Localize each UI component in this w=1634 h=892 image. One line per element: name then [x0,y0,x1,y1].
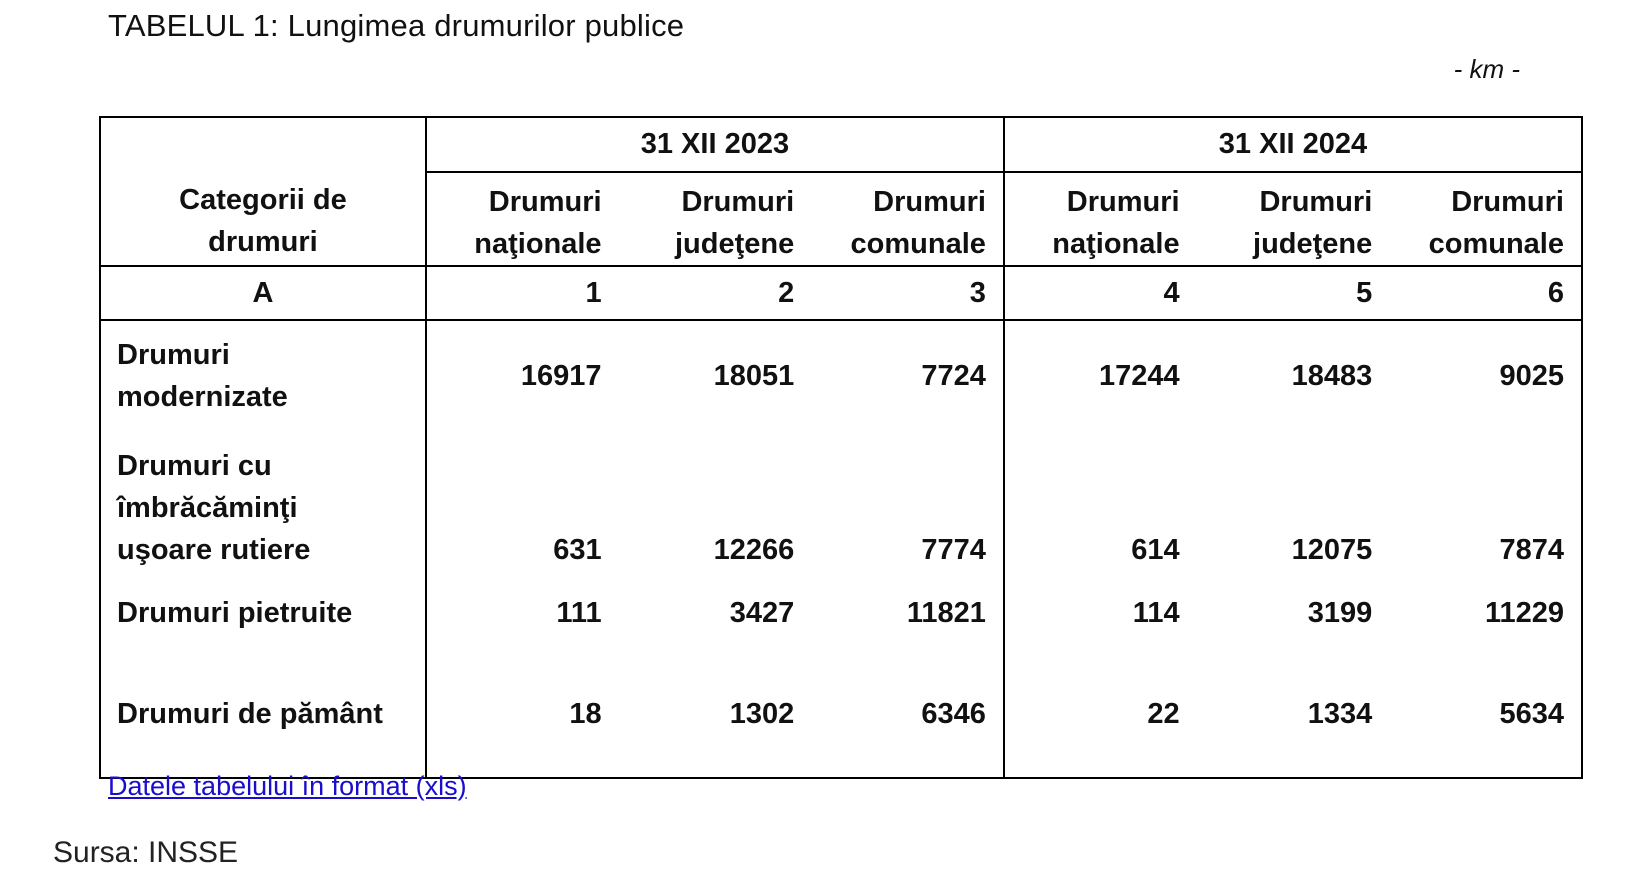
column-header: Drumuri naţionale [426,172,619,266]
table-cell: 6346 [921,697,986,730]
index-cell: 4 [1004,266,1197,320]
table-cell: 7724 [921,359,986,392]
row-label: Drumuri modernizate [117,339,288,413]
table-row [100,575,1582,651]
table-row [100,320,1582,431]
column-header: Drumuri judeţene [1197,172,1390,266]
column-header: Drumuri comunale [1389,172,1582,266]
category-header: Categorii de drumuri [100,117,426,266]
table-cell: 11229 [1484,596,1564,629]
index-cell: A [100,266,426,320]
year-header-2023: 31 XII 2023 [426,117,1004,172]
row-label: Drumuri de pământ [117,698,383,730]
table-cell: 22 [1004,651,1197,778]
table-cell: 631 [426,431,619,575]
table-row [100,651,1582,778]
table-cell: 18 [426,651,619,778]
table-title: TABELUL 1: Lungimea drumurilor publice [108,8,685,43]
index-cell: 5 [1197,266,1390,320]
table-cell: 1334 [1307,697,1373,730]
table-cell: 1302 [729,697,795,730]
column-header: Drumuri comunale [811,172,1004,266]
table-cell: 9025 [1499,359,1564,392]
table-cell: 12075 [1291,534,1373,566]
table-cell: 7774 [921,534,986,566]
table-row [100,431,1582,575]
row-label: Drumuri cu îmbrăcăminţi uşoare rutiere [117,450,311,566]
table-cell: 114 [1004,575,1197,651]
table-cell: 3427 [729,596,795,629]
table-cell: 18483 [1291,359,1373,392]
table-cell: 111 [426,575,619,651]
roads-table [99,116,1583,779]
column-header: Drumuri naţionale [1004,172,1197,266]
row-label: Drumuri pietruite [117,597,353,629]
table-cell: 614 [1004,431,1197,575]
table-cell: 7874 [1499,534,1564,566]
table-cell: 16917 [426,320,619,431]
xls-download-link[interactable]: Datele tabelului în format (xls) [108,771,467,801]
table-cell: 17244 [1004,320,1197,431]
index-cell: 3 [811,266,1004,320]
index-cell: 6 [1389,266,1582,320]
table-cell: 18051 [713,359,795,392]
table-cell: 12266 [713,534,795,566]
index-cell: 1 [426,266,619,320]
unit-label: - km - [1453,54,1520,84]
table-cell: 3199 [1307,596,1373,629]
index-cell: 2 [619,266,812,320]
table-cell: 5634 [1499,697,1564,730]
table-cell: 11821 [906,596,986,629]
year-header-2024: 31 XII 2024 [1004,117,1582,172]
source-note: Sursa: INSSE [53,836,239,869]
column-header: Drumuri judeţene [619,172,812,266]
